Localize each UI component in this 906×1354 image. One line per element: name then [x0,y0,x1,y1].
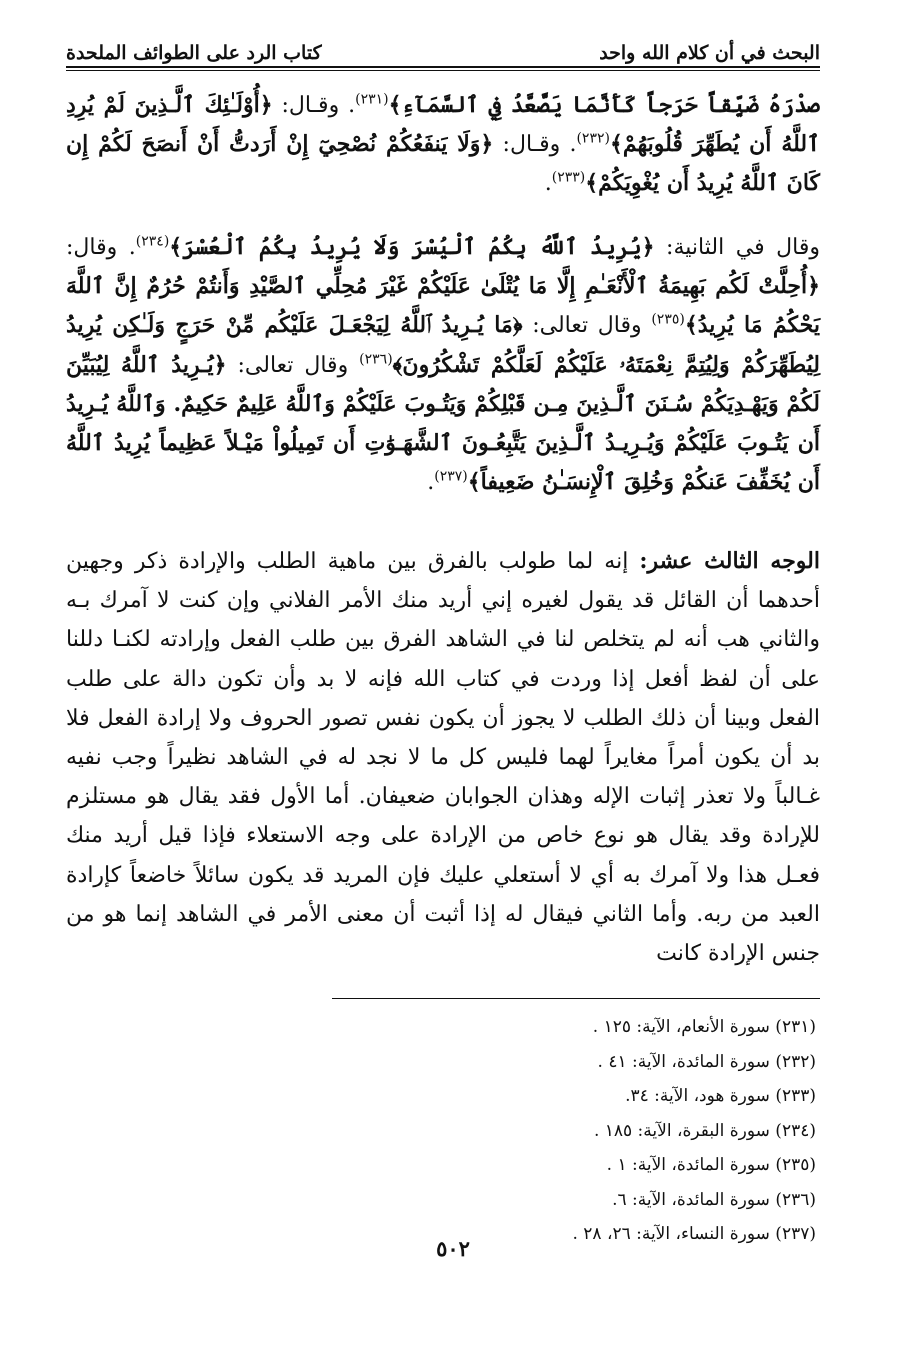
quran-verse: ﴿وَلَا يَنفَعُكُمْ نُصْحِيٓ إِنْ أَرَدتُّ أَنْ أَنصَحَ لَكُمْ إِن كَانَ ٱللَّهُ يُرِيدُ أَن يُغْوِيَكُمْ﴾ [66,131,820,197]
text-run: . [544,171,552,197]
running-header [66,30,820,64]
section-text: إنه لما طولب بالفرق بين ماهية الطلب والإرادة ذكر وجهين أحدهما أن القائل قد يقول لغيره إني أريد منك الأمر الفلاني وإن كنت لا آمرك بـه والثاني هب أنه لم يتخلص لنا في الشاهد الفرق بين طلب الفعل وإرادته لكنـا دللنا على أن لفظ أفعل إذا وردت في كتاب الله فإنه لا بد وأن تكون دالة على طلب الفعل وبينا أن ذلك الطلب لا يجوز أن يكون نفس تصور الحروف ولا إرادة الفعل فلا بد أن يكون أمراً مغايراً لهما فليس كل ما لا نجد له في الشاهد نظيراً وجب نفيه غـالباً ولا تعذر إثبات الإله وهذان الجوابان ضعيفان. أما الأول فقد يقال هو مستلزم للإرادة وقد يقال هو نوع خاص من الإرادة على وجه الاستعلاء فإذا قيل أريد منك فعـل هذا ولا آمرك به أي لا أستعلي عليك فإن المريد قد يكون سائلاً خاضعاً كإرادة العبد من ربه. وأما الثاني فيقال له إذا أثبت أن معنى الأمر في الشاهد إنما هو من جنس الإرادة كانت [66,549,821,967]
paragraph-3 [66,542,820,973]
quran-verse: ﴿أُوْلَـٰئِكَ ٱلَّـذِينَ لَمْ يُرِدِ ٱللَّهُ أَن يُطَهِّرَ قُلُوبَهُمْ﴾ [66,92,820,158]
quran-verse: ﴿أُحِلَّتْ لَكُم بَهِيمَةُ ٱلْأَنْعَـٰمِ إِلَّا مَا يُتْلَىٰ عَلَيْكُمْ غَيْرَ مُحِلِّي ٱلصَّيْدِ وَأَنتُمْ حُرُمٌ إِنَّ ٱللَّهَ يَحْكُمُ مَا يُرِيدُ﴾ [66,273,820,339]
footnotes [332,1010,816,1252]
text-run: . وقال: [66,235,136,260]
header-rule-thin [66,70,820,71]
footnote: (٢٣١) سورة الأنعام، الآية: ١٢٥ . [592,1017,816,1037]
footnote-ref: (٢٣١) [355,91,389,108]
text-run: وقال تعالى: [226,352,360,378]
main-text [66,86,820,973]
paragraph-2 [66,228,820,528]
text-run: . وقـال: [493,132,577,158]
footnote-ref: (٢٣٦) [359,351,393,368]
paragraph-1 [66,86,820,222]
quran-verse: ﴿يُـرِيدُ ٱللَّهُ لِيُبَيِّنَ لَكُمْ وَيَهْـدِيَكُمْ سُـنَنَ ٱلَّـذِينَ مِـن قَبْلِكُمْ وَيَتُـوبَ عَلَيْكُمْ وَٱللَّهُ عَلِيمٌ حَكِيمٌ. وَٱللَّهُ يُـرِيدُ أَن يَتُـوبَ عَلَيْكُمْ وَيُـرِيـدُ ٱلَّـذِينَ يَتَّبِعُـونَ ٱلشَّهَـوَٰتِ أَن تَمِيلُواْ مَيْـلاً عَظِيماً يُرِيدُ ٱللَّهُ أَن يُخَفِّفَ عَنكُمْ وَخُلِقَ ٱلْإِنسَـٰنُ ضَعِيفاً﴾ [66,351,820,496]
footnote-ref: (٢٣٣) [551,170,586,187]
footnote: (٢٣٤) سورة البقرة، الآية: ١٨٥ . [593,1120,816,1141]
footnote: (٢٣٢) سورة المائدة، الآية: ٤١ . [597,1051,816,1072]
header-chapter-title: البحث في أن كلام الله واحد [599,42,820,64]
page-number: ٥٠٢ [436,1236,470,1261]
footnote-ref: (٢٣٢) [576,130,610,147]
footnote-ref: (٢٣٥) [651,312,685,329]
footnote-ref: (٢٣٧) [434,468,468,485]
header-book-title: كتاب الرد على الطوائف الملحدة [66,42,322,64]
footnote: (٢٣٦) سورة المائدة، الآية: ٦. [612,1189,816,1210]
text-run: . [427,470,435,496]
footnote: (٢٣٧) سورة النساء، الآية: ٢٦، ٢٨ . [572,1224,816,1244]
text-run: وقال تعالى: [522,313,652,339]
footnote: (٢٣٥) سورة المائدة، الآية: ١ . [606,1155,816,1175]
footnote-ref: (٢٣٤) [135,233,170,250]
quran-verse: صدْرَهُ ضَيِّقاً حَرَجاً كَأَنَّمَا يَصَّعَّدُ فِي ٱلسَّمَآءِ﴾ [388,92,820,118]
section-lead: الوجه الثالث عشر: [639,548,820,574]
quran-verse: ﴿مَا يُـرِيدُ ٱللَّهُ لِيَجْعَـلَ عَلَيْكُم مِّنْ حَرَجٍ وَلَـٰكِن يُرِيدُ لِيُطَهِّرَكُمْ وَلِيُتِمَّ نِعْمَتَهُۥ عَلَيْكُمْ لَعَلَّكُمْ تَشْكُرُونَ﴾ [66,312,821,378]
quran-verse: ﴿يُرِيدُ ٱللَّهُ بِكُمُ ٱلْيُسْرَ وَلَا يُرِيدُ بِكُمُ ٱلْعُسْرَ﴾ [169,234,655,260]
footnote-rule [332,998,820,999]
text-run: وقال في الثانية: [654,235,820,260]
text-run: . وقـال: [272,93,356,118]
footnote: (٢٣٣) سورة هود، الآية: ٣٤. [625,1086,816,1106]
header-rule [66,66,820,68]
